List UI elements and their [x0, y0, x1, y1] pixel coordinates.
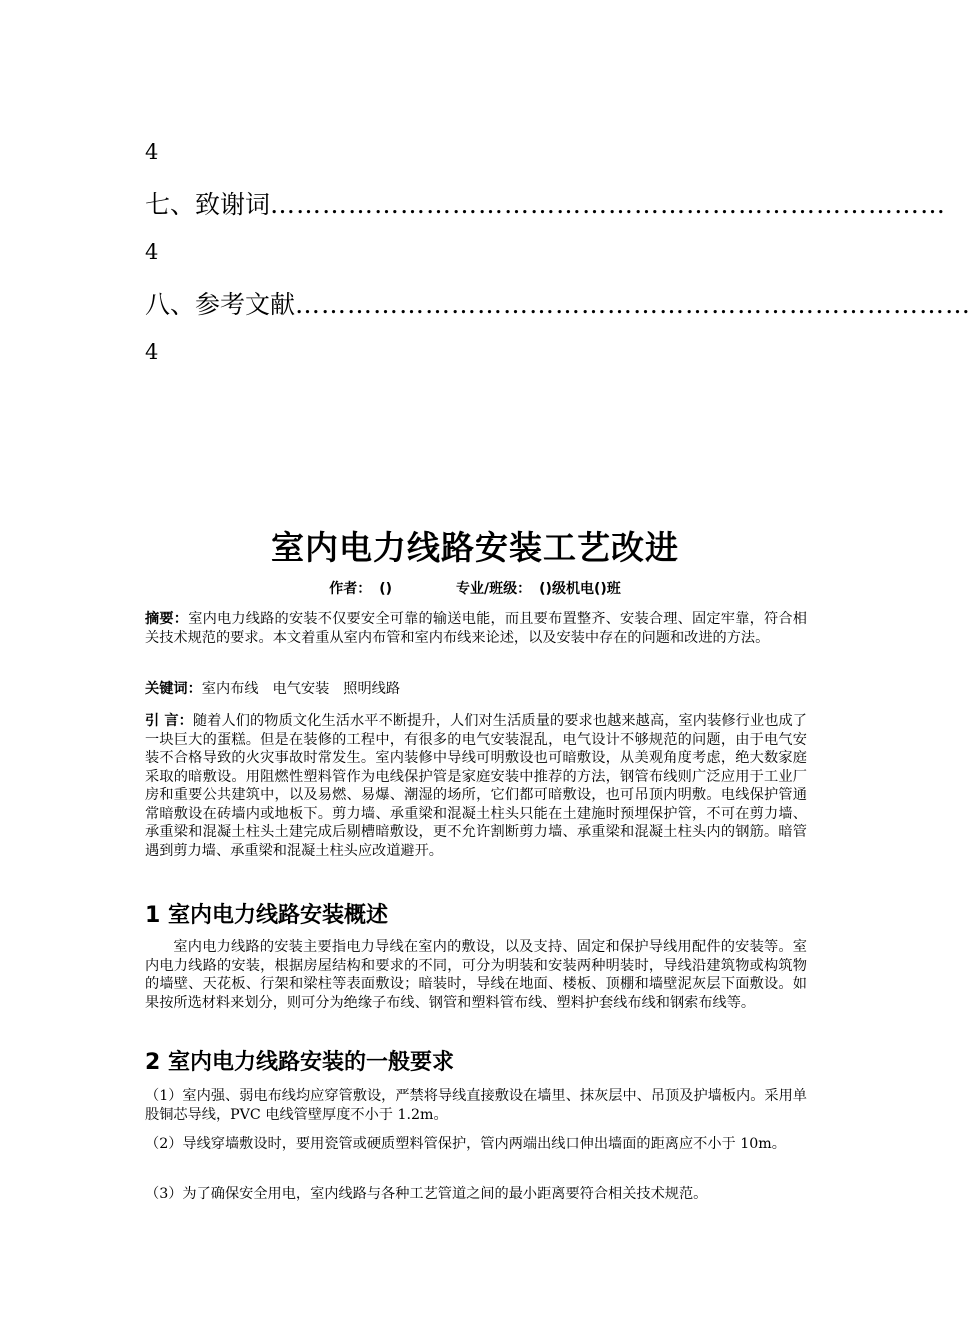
section-heading-2: 2 室内电力线路安装的一般要求: [145, 1050, 454, 1075]
toc-page-number: 4: [145, 340, 159, 364]
requirement-1: （1）室内强、弱电布线均应穿管敷设，严禁将导线直接敷设在墙里、抹灰层中、吊顶及护墙板内。采用单股铜芯导线，PVC 电线管壁厚度不小于 1.2m。: [145, 1088, 807, 1123]
article-title: 室内电力线路安装工艺改进: [271, 528, 679, 567]
author-value: (): [379, 581, 393, 597]
keyword: 电气安装: [272, 681, 330, 697]
intro-label: 引 言：: [145, 713, 193, 729]
toc-item-references[interactable]: [145, 285, 971, 321]
abstract-text: 室内电力线路的安装不仅要安全可靠的输送电能，而且要布置整齐、安装合理、固定牢靠，符合相关技术规范的要求。本文着重从室内布管和室内布线来论述，以及安装中存在的问题和改进的方法。: [145, 611, 807, 646]
toc-item-label: 八、参考文献: [145, 290, 296, 319]
toc-page-number: 4: [145, 240, 159, 264]
keyword: 室内布线: [201, 681, 259, 697]
toc-item-label: 七、致谢词: [145, 190, 271, 219]
abstract: [145, 610, 807, 647]
author-line: [0, 578, 950, 598]
requirement-2: （2）导线穿墙敷设时，要用瓷管或硬质塑料管保护，管内两端出线口伸出墙面的距离应不小于 10m。: [145, 1136, 786, 1152]
keywords-label: 关键词：: [145, 681, 202, 697]
intro-text: 随着人们的物质文化生活水平不断提升，人们对生活质量的要求也越来越高，室内装修行业也成了一块巨大的蛋糕。但是在装修的工程中，有很多的电气安装混乱，电气设计不够规范的问题，由于电气安装不合格导致的火灾事故时常发生。室内装修中导线可明敷设也可暗敷设，从美观角度考虑，绝大数家庭采取的暗敷设。用阻燃性塑料管作为电线保护管是家庭安装中推荐的方法，钢管布线则广泛应用于工业厂房和重要公共建筑中，以及易燃、易爆、潮湿的场所，它们都可暗敷设，也可吊顶内明敷。电线保护管通常暗敷设在砖墙内或地板下。剪力墙、承重梁和混凝土柱头只能在土建施时预埋保护管，不可在剪力墙、承重梁和混凝土柱头土建完成后剔槽暗敷设，更不允许割断剪力墙、承重梁和混凝土柱头内的钢筋。暗管遇到剪力墙、承重梁和混凝土柱头应改道避开。: [145, 713, 807, 859]
toc-page-number: 4: [145, 140, 159, 164]
introduction: [145, 712, 807, 860]
major-value: ()级机电()班: [539, 581, 621, 597]
section-heading-1: 1 室内电力线路安装概述: [145, 903, 388, 928]
toc-leader-dots: ……………………………………………………………………: [270, 190, 947, 219]
author-label: 作者：: [329, 581, 372, 597]
requirement-3: （3）为了确保安全用电，室内线路与各种工艺管道之间的最小距离要符合相关技术规范。: [145, 1186, 708, 1202]
keywords: [145, 680, 807, 699]
toc-leader-dots: ……………………………………………………………………: [295, 290, 971, 319]
major-label: 专业/班级：: [456, 581, 532, 597]
section-1-body: 室内电力线路的安装主要指电力导线在室内的敷设，以及支持、固定和保护导线用配件的安装等。室内电力线路的安装，根据房屋结构和要求的不同，可分为明装和安装两种明装时，导线沿建筑物或构筑物的墙壁、天花板、行架和梁柱等表面敷设；暗装时，导线在地面、楼板、顶棚和墙壁泥灰层下面敷设。如果按所选材料来划分，则可分为绝缘子布线、钢管和塑料管布线、塑料护套线布线和钢索布线等。: [145, 939, 807, 1011]
keyword: 照明线路: [343, 681, 401, 697]
abstract-label: 摘要：: [145, 611, 189, 627]
toc-item-acknowledgement[interactable]: [145, 185, 947, 221]
